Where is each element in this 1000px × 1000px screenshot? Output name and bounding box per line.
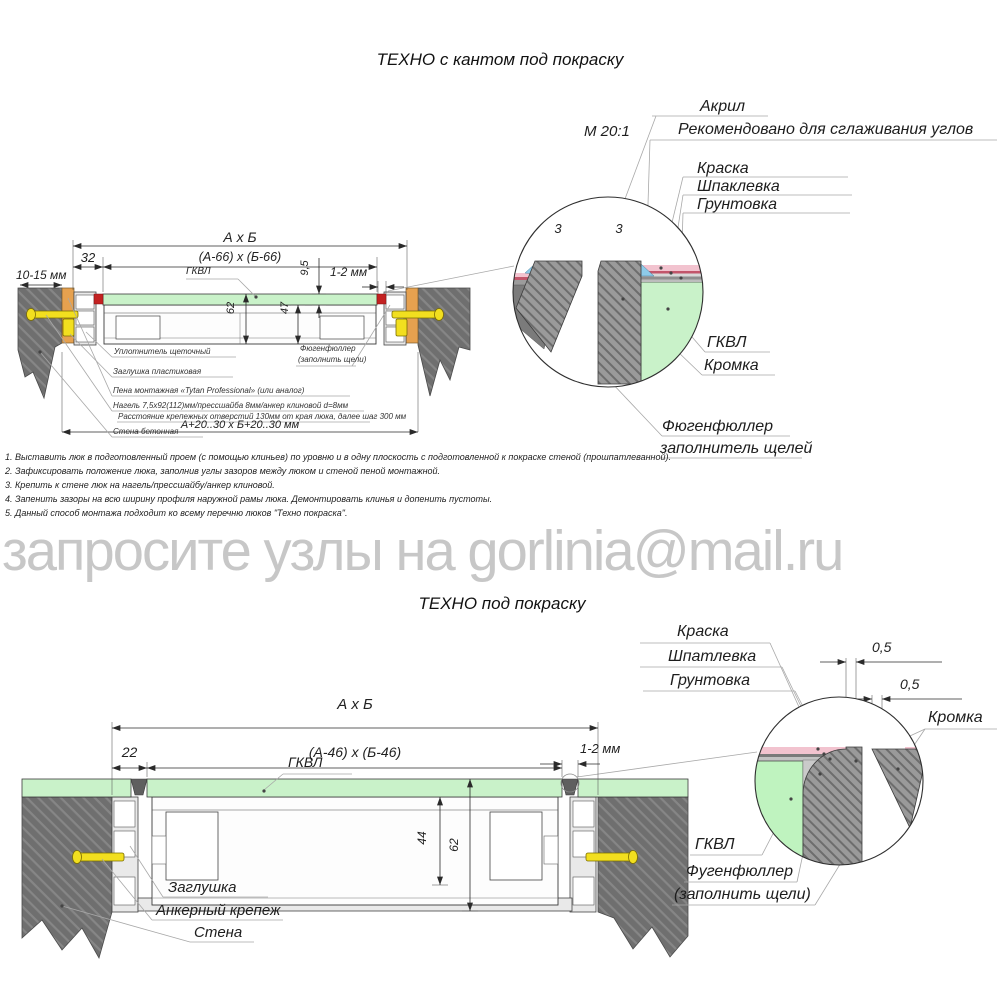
dim-gap-right-detail: 3 [615,221,623,236]
bottom-wall-right [598,797,688,957]
label-board-detail-bottom: ГКВЛ [695,836,735,853]
dim-step2: 0,5 [900,676,920,692]
label-edge-bottom: Кромка [928,709,983,726]
label-putty-top: Шпаклевка [697,178,780,195]
label-filler1-bottom: Фугенфюллер [686,863,794,880]
dim-inner-bottom: (А-46) х (Б-46) [308,744,402,760]
label-board-small-bottom: ГКВЛ [288,754,323,770]
dim-offset-top: 32 [80,250,96,265]
callout-filler1: Фюгенфюллер [300,344,356,353]
dim-overall-bottom: А х Б [337,696,373,713]
dim-step1: 0,5 [872,639,892,655]
label-acrylic: Акрил [700,98,746,115]
label-filler1-top: Фюгенфюллер [662,418,774,435]
dim-overall-top: А х Б [223,229,257,245]
note-2: 2. Зафиксировать положение люка, заполнив углы зазоров между люком и стеной пеной монтажной. [5,466,441,476]
label-acrylic-note: Рекомендовано для сглаживания углов [678,121,974,138]
watermark: запросите узлы на gorlinia@mail.ru [2,519,843,583]
detail-gkvl-green [641,282,707,384]
dim-thickness-top: 9,5 [299,260,311,276]
callout-spacing: Расстояние крепежных отверстий 130мм от края люка, далее шаг 300 мм [118,412,407,421]
top-assembly [18,288,470,398]
dim-overlap-top: 10-15 мм [16,268,67,282]
label-filler2-top: заполнитель щелей [660,440,813,457]
note-5: 5. Данный способ монтажа подходит ко всему перечню люков "Техно покраска". [5,508,348,518]
label-paint-bottom: Краска [677,623,729,640]
scale-label: М 20:1 [584,123,630,140]
label-filler2-bottom: (заполнить щели) [674,886,811,903]
bottom-wall-left [22,797,112,958]
label-edge-top: Кромка [704,357,759,374]
top-seal-right [377,294,386,304]
top-title: ТЕХНО с кантом под покраску [376,50,624,69]
label-plug-bottom: Заглушка [168,879,237,896]
note-1: 1. Выставить люк в подготовленный проем (с помощью клиньев) по уровню и в одну плоскость с подготовленной к покраске стеной (прошпатлеванной). [5,452,671,462]
top-gkvl-panel [103,294,377,305]
dim-depth-bottom: 62 [447,838,461,852]
label-wall-bottom: Стена [194,924,243,941]
top-wall-right [418,288,470,396]
bottom-title: ТЕХНО под покраску [418,594,586,613]
callout-filler2: (заполнить щели) [298,355,367,364]
dim-gap-top: 1-2 мм [330,265,368,279]
label-anchor-bottom: Анкерный крепеж [156,902,281,919]
bottom-gkvl-wall-right [578,779,688,797]
bottom-detail-circle [753,697,928,867]
note-3: 3. Крепить к стене люк на нагель/прессшайбу/анкер клиновой. [5,480,275,490]
label-board-small-top: ГКВЛ [186,266,211,277]
dim-gap-left-detail: 3 [554,221,562,236]
label-board-detail-top: ГКВЛ [707,334,747,351]
dim-offset-bottom: 22 [121,744,138,760]
label-primer-top: Грунтовка [697,196,778,213]
bottom-gkvl-lid [147,779,562,797]
detail-paint-layer [641,265,707,271]
label-putty-bottom: Шпатлевка [668,648,757,665]
dim-inner-depth-bottom: 44 [415,831,429,845]
callout-dowel: Нагель 7,5х92(112)мм/прессшайба 8мм/анкер клиновой d=8мм [113,401,349,410]
callout-foam: Пена монтажная «Tytan Professional» (или аналог) [113,386,305,395]
bottom-gkvl-wall-left [22,779,131,797]
note-4: 4. Запенить зазоры на всю ширину профиля наружной рамы люка. Демонтировать клинья и допенить пустоты. [5,494,493,504]
label-primer-bottom: Грунтовка [670,672,751,689]
top-wall-left [18,288,62,398]
dim-inner-top: (А-66) х (Б-66) [198,250,282,264]
top-seal-left [94,294,103,304]
callout-brush-seal: Уплотнитель щеточный [114,347,211,356]
callout-plug: Заглушка пластиковая [113,367,202,376]
dim-gap-bottom: 1-2 мм [580,741,621,756]
dim-depth-top: 62 [225,301,237,315]
dim-opening-top: А+20..30 х Б+20..30 мм [180,419,300,431]
dim-inner-depth-top: 47 [279,301,291,315]
label-paint-top: Краска [697,160,749,177]
bottom-assembly [22,752,757,958]
detail-kant-right [598,261,641,384]
detail2-gkvl-green [753,761,803,867]
callout-wall: Стена бетонная [113,427,179,436]
